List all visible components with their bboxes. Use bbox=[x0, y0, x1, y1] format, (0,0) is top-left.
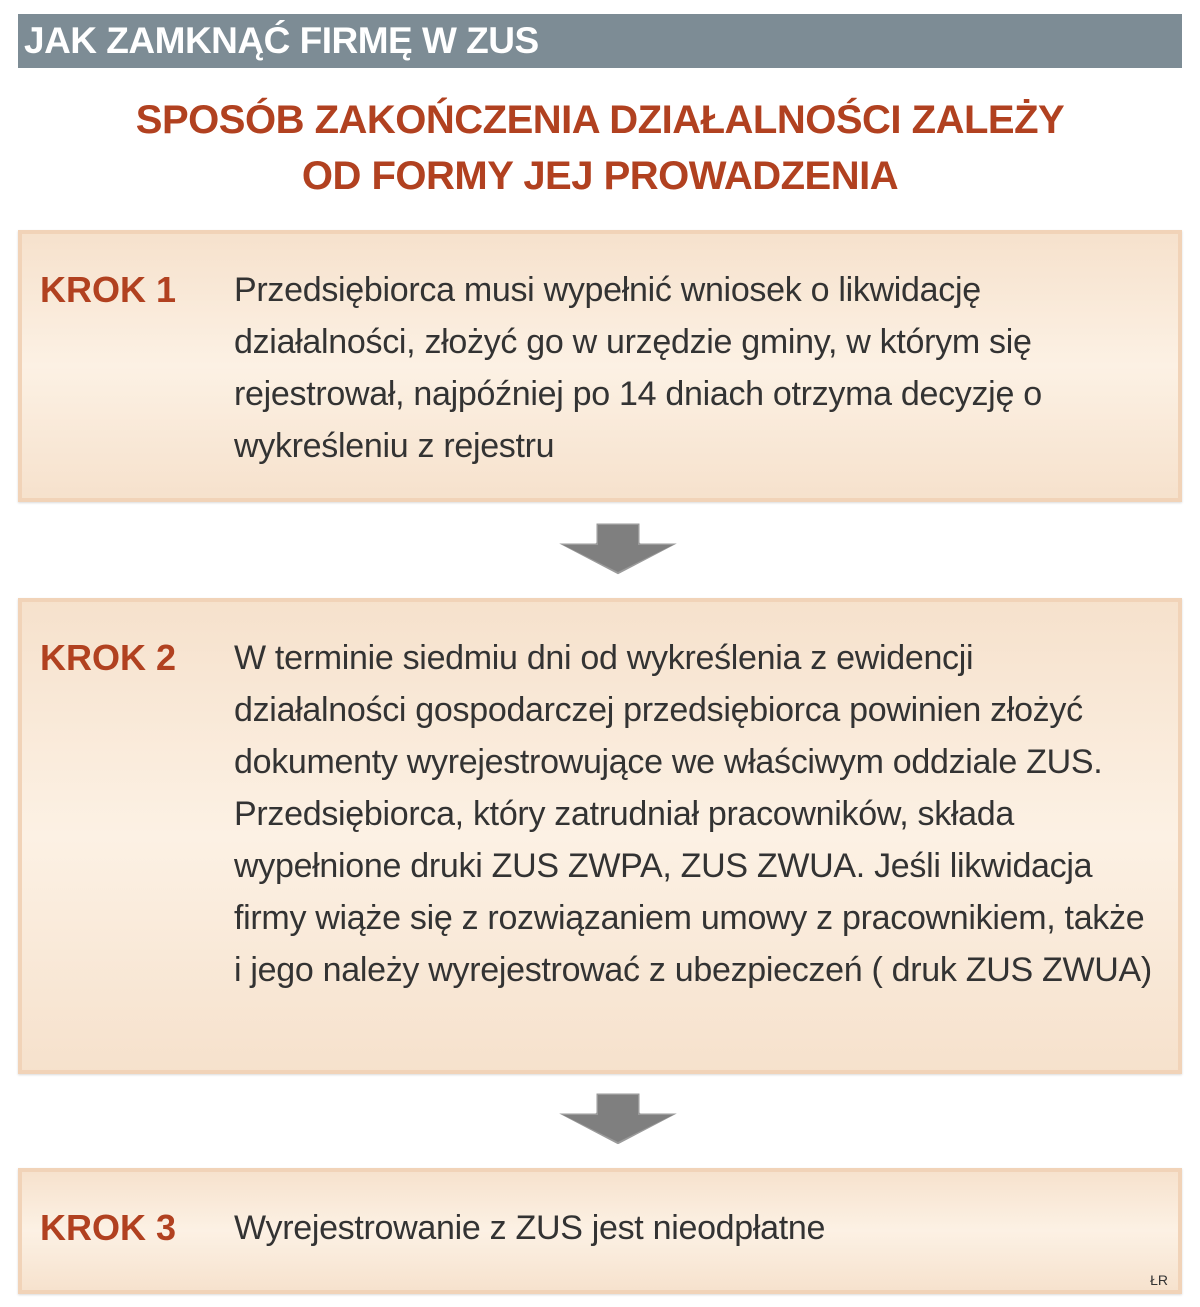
header-bar bbox=[18, 14, 1182, 68]
step-1-label: KROK 1 bbox=[40, 269, 177, 310]
step-3-label: KROK 3 bbox=[40, 1207, 177, 1248]
arrow-down-icon bbox=[545, 516, 691, 584]
step-2-box bbox=[18, 598, 1182, 1074]
step-1-text: Przedsiębiorca musi wypełnić wniosek o likwidację działalności, złożyć go w urzędzie gminy, w którym się rejestrował, najpóźniej po 14 dniach otrzyma decyzję o wykreśleniu z rejestru bbox=[234, 271, 1042, 465]
step-2-label: KROK 2 bbox=[40, 637, 177, 678]
subtitle bbox=[18, 92, 1182, 204]
subtitle-line-1: SPOSÓB ZAKOŃCZENIA DZIAŁALNOŚCI ZALEŻY bbox=[135, 98, 1065, 142]
step-2-text: W terminie siedmiu dni od wykreślenia z ewidencji działalności gospodarczej przedsiębiorca powinien złożyć dokumenty wyrejestrowujące we właściwym oddziale ZUS. Przedsiębiorca, który zatrudniał pracowników, składa wypełnione druki ZUS ZWPA, ZUS ZWUA. Jeśli likwidacja firmy wiąże się z rozwiązaniem umowy z pracownikiem, także i jego należy wyrejestrować z ubezpieczeń ( druk ZUS ZWUA) bbox=[234, 639, 1152, 989]
subtitle-line-2: OD FORMY JEJ PROWADZENIA bbox=[301, 154, 899, 198]
arrow-down-icon bbox=[545, 1086, 691, 1154]
author-credit: ŁR bbox=[1150, 1272, 1168, 1288]
step-3-text: Wyrejestrowanie z ZUS jest nieodpłatne bbox=[234, 1209, 826, 1247]
step-1-box bbox=[18, 230, 1182, 502]
page-title: JAK ZAMKNĄĆ FIRMĘ W ZUS bbox=[24, 20, 539, 61]
step-3-box bbox=[18, 1168, 1182, 1294]
